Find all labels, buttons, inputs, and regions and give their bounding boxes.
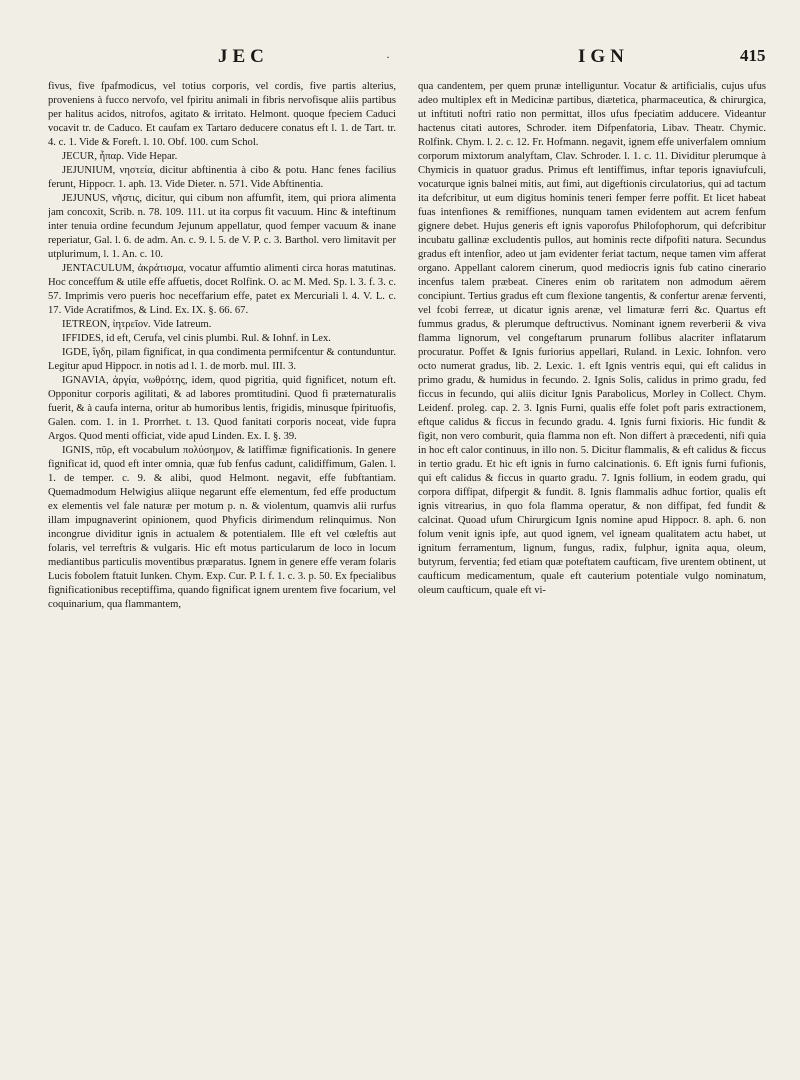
entry-paragraph: IGDE, ἴγδη, pilam fignificat, in qua condimenta permifcentur & contunduntur. Legitur apud Hippocr. in notis ad l. 1. de morb. mul. III. 3.: [48, 347, 396, 372]
entry-paragraph: JECUR, ἧπαρ. Vide Hepar.: [62, 151, 178, 162]
left-text-column: [48, 80, 396, 1070]
entry-paragraph: IGNIS, πῦρ, eft vocabulum πολύσημον, & latiffimæ fignificationis. In genere fignificat id, quod eft inter omnia, quæ fub fenfus cadunt, calidiffimum, Galen. l. 1. de temper. c. 9. & alibi, quod Helmont. negavit, effe fubftantiam. Quemadmodum Helwigius aliique negarunt effe elementum, fed effe productum ex elementis vel fale naturæ per motum p. n. & violentum, quamvis alii rurfus illam impugnaverint opinionem, quod Phyficis dirimendum relinquimus. Non incongrue dividitur ignis in actualem & potentialem. Ille eft vel cœleftis aut folaris, vel terreftris & vulgaris. Hic eft motus particularum de loco in locum mediantibus particulis moventibus præparatus. Ignem in genere effe veram folaris Lucis fobolem ftatuit Iunken. Chym. Exp. Cur. P. I. f. 1. c. 3. p. 50. Ex fpecialibus fignificationibus receptiffima, quando fignificat ignem urentem five focarium, vel coquinarium, qua flammantem,: [48, 445, 396, 610]
header-left-word: JEC: [218, 46, 269, 67]
entry-paragraph: fivus, five fpafmodicus, vel totius corporis, vel cordis, five partis alterius, proveniens à fucco nervofo, vel fpiritu animali in fibris nervofisque aliis partibus per halitus acidos, nitrofos, agitato & irritato. Helmont. quoque fpeciem Caduci vocavit tr. de Caduco. Et caufam ex Tartaro deducere conatus eft l. 1. de Tart. tr. 4. c. 1. Vide & Foreft. l. 10. Obf. 100. cum Schol.: [48, 81, 396, 148]
running-header: [0, 40, 800, 76]
right-text-column: [418, 80, 766, 1070]
entry-paragraph: JEJUNIUM, νηστεία, dicitur abftinentia à cibo & potu. Hanc fenes facilius ferunt, Hippocr. 1. aph. 13. Vide Dieter. n. 571. Vide Abftinentia.: [48, 165, 396, 190]
header-right-word: IGN: [578, 46, 629, 67]
header-center-mark: ·: [386, 50, 390, 64]
entry-paragraph: IFFIDES, id eft, Cerufa, vel cinis plumbi. Rul. & Iohnf. in Lex.: [62, 333, 331, 344]
page-number: 415: [740, 46, 766, 65]
entry-paragraph: JEJUNUS, νῆστις, dicitur, qui cibum non affumfit, item, qui priora alimenta jam concoxit, Scrib. n. 78. 109. 111. ut ita corpus fit vacuum. Hinc & inteftinum inter tenuia ordine fecundum Jejunum appellatur, quod femper vacuum & inane reperiatur, Gal. l. 6. de adm. An. c. 9. l. 5. de V. P. c. 3. Barthol. vero limitavit per utplurimum, l. 1. An. c. 10.: [48, 193, 396, 260]
entry-paragraph: IETREON, ἰητρεῖον. Vide Iatreum.: [62, 319, 212, 330]
entry-paragraph: JENTACULUM, ἀκράτισμα, vocatur affumtio alimenti circa horas matutinas. Hoc conceffum & utile effe affuetis, docet Rolfink. O. ac M. Med. Sp. l. 3. f. 3. c. 57. Imprimis vero pueris hoc neceffarium effe, patet ex Mercuriali l. 4. V. L. c. 17. Vide Acratifmos, & Lind. Ex. IX. §. 66. 67.: [48, 263, 396, 316]
entry-paragraph: IGNAVIA, ἀργία, νωθρότης, idem, quod pigritia, quid fignificet, notum eft. Opponitur corporis agilitati, & ad labores promtitudini. Quod fi præternaturalis fuerit, & à caufa interna, oritur ab humoribus lentis, frigidis, minusque fpirituofis, Galen. com. 1. in 1. Prorrhet. t. 13. Quod fanitati corporis noceat, vide fupra Argos. Quod menti officiat, vide apud Linden. Ex. I. §. 39.: [48, 375, 396, 442]
entry-paragraph: qua candentem, per quem prunæ intelliguntur. Vocatur & artificialis, cujus ufus adeo multiplex eft in Medicinæ partibus, diætetica, pharmaceutica, & chirurgica, ut inftituti noftri ratio non permittat, illos ufus fpeciatim adducere. Videantur hactenus citati autores, Schroder. item Difpenfatoria, Libav. Theatr. Chymic. Rolfink. Chym. l. 2. c. 12. Fr. Hofmann. negavit, ignem effe univerfalem omnium corporum mixtorum analyftam, Clav. Schroder. l. 1. c. 11. Dividitur plerumque à Chymicis in quatuor gradus. Primus eft lentiffimus, inftar teporis ignaviufculi, vocaturque ignis balnei mitis, aut fimi, aut digeftionis circulatorius, qui ad tactum ita defcribitur, ut eum digitus hominis teneri femper ferre poffit. Et licet habeat fuas intenfiones & remiffiones, nunquam tamen evidentem aut acrem fenfum gignere debet. Hujus generis eft ignis vaporofus Philofophorum, qui defcribitur incubatu gallinæ excludentis pullos, aut hominis recte difpofiti natura. Secundus gradus eft intenfior, adeo ut jam evidenter feriat tactum, neque tamen vim afferat organo. Appellant calorem cinerum, quod mediocris ignis fub catino cinerario incenfus talem præbeat. Cineres enim ob raritatem non admodum aërem concipiunt. Tertius gradus eft cum flexione tangentis, & confertur arenæ ferventi, vel fcobi ferreæ, ut dicatur ignis arenæ, vel limaturæ ferri &c. Quartus eft fummus gradus, & plerumque deftructivus. Nominant ignem reverberii & viva flamma lignorum, vel congeftarum prunarum follibus alacriter inflatarum procuratur. Poffet & Ignis furiorius appellari, Ruland. in Lexic. Iohnfon. vero octo numerat gradus, lib. 2. Lexic. 1. eft Ignis ventris equi, qui eft calidus in primo gradu, & humidus in fecundo. 2. Ignis Solis, calidus in primo gradu, fed ficcus in fecundo, qui aliis dicitur Ignis Parabolicus, Morley in Collect. Chym. Leidenf. proleg. cap. 2. 3. Ignis Furni, qualis effe folet poft paris extractionem, eftque calidus & ficcus in fecundo gradu. 4. Ignis furni fixioris. Hic fundit & figit, non vero comburit, quia flamma non eft. Non differt à præcedenti, nifi quia in hoc eft calor continuus, in illo non. 5. Dicitur flammalis, & eft calidus & ficcus in tertio gradu. Et hic eft ignis in furno calcinationis. 6. Eft ignis furni fufionis, qui eft calidus & ficcus in quarto gradu. 7. Ignis follium, in eodem gradu, qui corpora diffipat, difpergit & fundit. 8. Ignis flammalis adhuc fortior, qualis eft ignis vitrearius, in quo fola flamma operatur, & non diffipat, fed fundit & calcinat. Quoad ufum Chirurgicum Ignis nomine apud Hippocr. 8. aph. 6. non folum venit ignis ipfe, aut quod ignem, vel igneam qualitatem actu habet, ut ignitum ferramentum, lignum, fungus, radix, fulphur, ignita aqua, oleum, butyrum, ferventia; fed etiam quæ poteftatem caufticam, five urentem obtinent, ut caufticum medicamentum, quale eft cauterium potentiale vulgo nominatum, oleum caufticum, quale eft vi-: [418, 81, 766, 596]
